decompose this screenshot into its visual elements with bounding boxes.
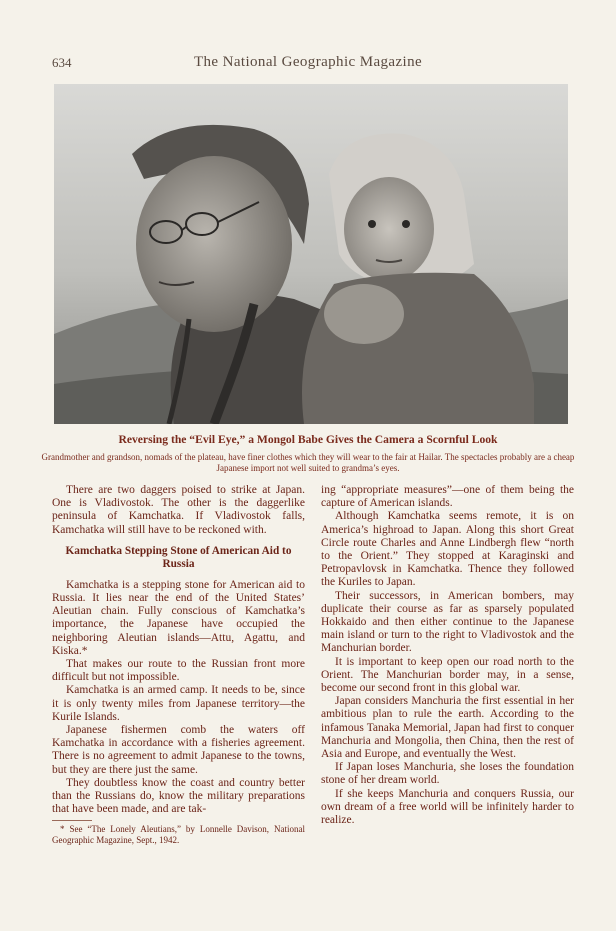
caption-text: Grandmother and grandson, nomads of the plateau, have finer clothes which they will wear to the fair at Hailar. The spectacles probably are a cheap Japanese import not well suited to grandma’s eyes. [41, 452, 575, 473]
paragraph: There are two daggers poised to strike at Japan. One is Vladivostok. The other is the daggerlike peninsula of Kamchatka. If Vladivostok falls, Kamchatka will still have to be reckoned with. [52, 484, 305, 536]
page-number: 634 [52, 55, 72, 70]
paragraph: Kamchatka is an armed camp. It needs to be, since it is only twenty miles from Japanese territory—the Kurile Islands. [52, 684, 305, 723]
paragraph: They doubtless know the coast and country better than the Russians do, know the military preparations that have been made, and are tak- [52, 776, 305, 816]
paragraph: That makes our route to the Russian front more difficult but not impossible. [52, 658, 305, 684]
running-head: The National Geographic Magazine [193, 54, 423, 70]
footnote-divider [52, 820, 92, 821]
paragraph: Their successors, in American bombers, may duplicate their course as far as sparsely populated Hokkaido and then either continue to the Japanese main island or turn to the right to Vladivostok and the Manchurian border. [321, 589, 574, 655]
footnote: * See “The Lonely Aleutians,” by Lonnelle Davison, National Geographic Magazine, Sept., 1942. [52, 824, 305, 846]
paragraph: Although Kamchatka seems remote, it is on America’s highroad to Japan. Along this short Great Circle route Charles and Anne Lindbergh flew “north to the Orient.” They stopped at Karaginski and Petropavlovsk in Kamchatka. Thence they followed the Kuriles to Japan. [321, 510, 574, 589]
paragraph: Japan considers Manchuria the first essential in her ambitious plan to rule the earth. According to the infamous Tanaka Memorial, Japan had first to conquer Manchuria and Mongolia, then China, then the rest of Asia and Europe, and eventually the West. [321, 695, 574, 761]
paragraph: If she keeps Manchuria and conquers Russia, our own dream of a free world will be infinitely harder to realize. [321, 787, 574, 827]
left-column [52, 484, 305, 846]
paragraph: If Japan loses Manchuria, she loses the foundation stone of her dream world. [321, 761, 574, 787]
paragraph: ing “appropriate measures”—one of them being the capture of American islands. [321, 484, 574, 510]
paragraph: Kamchatka is a stepping stone for American aid to Russia. It lies near the end of the United States’ Aleutian chain. Fully conscious of Kamchatka’s importance, the Japanese have occupied the neighboring Aleutian islands—Attu, Agattu, and Kiska.* [52, 578, 305, 657]
right-column [321, 484, 574, 827]
paragraph: Japanese fishermen comb the waters off Kamchatka in accordance with a fisheries agreement. There is no agreement to admit Japanese to the towns, but they are there just the same. [52, 724, 305, 776]
subheading: Kamchatka Stepping Stone of American Aid to Russia [65, 544, 292, 571]
paragraph: It is important to keep open our road north to the Orient. The Manchurian border may, in a sense, become our second front in this global war. [321, 655, 574, 695]
caption-title: Reversing the “Evil Eye,” a Mongol Babe Gives the Camera a Scornful Look [118, 433, 498, 446]
photograph [54, 84, 568, 424]
